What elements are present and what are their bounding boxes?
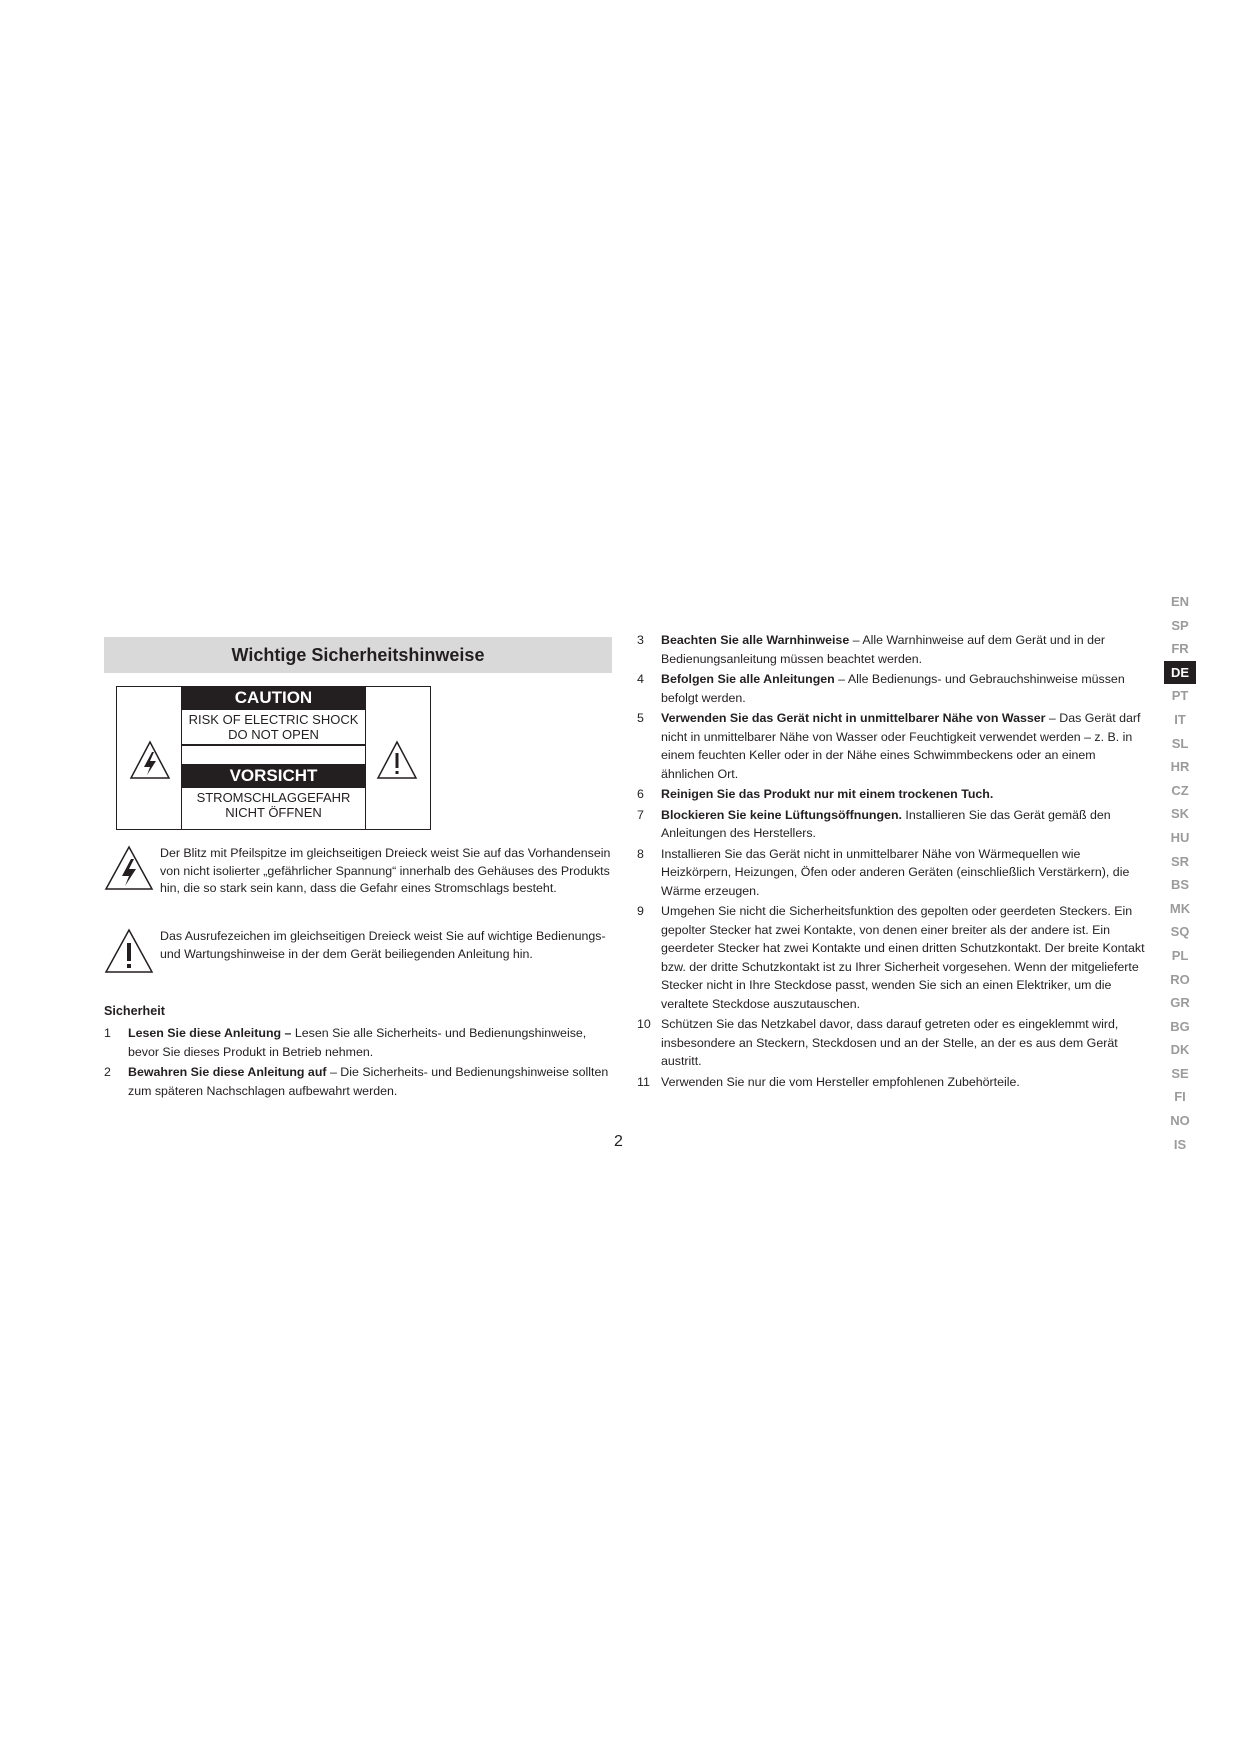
item-number: 9 bbox=[637, 904, 644, 918]
item-number: 8 bbox=[637, 846, 644, 861]
language-tab-fr[interactable]: FR bbox=[1171, 641, 1189, 657]
lightning-warning-icon bbox=[104, 845, 154, 891]
item-number: 11 bbox=[637, 1074, 650, 1089]
vorsicht-heading: VORSICHT bbox=[182, 764, 365, 788]
item-text: Umgehen Sie nicht die Sicherheitsfunktion des gepolten oder geerdeten Steckers. Ein gepolter Stecker hat zwei Kontakte, von denen einer breiter als der andere ist. Ein geerdeter Stecker hat zwei Kontakte und einen dritten Schutzkontakt. Der breite Kontakt bzw. der dritte Schutzkontakt ist zu Ihrer Sicherheit vorgesehen. Wenn der mitgelieferte Stecker nicht in Ihre Steckdose passt, wenden Sie sich an einen Elektriker, um die veraltete Steckdose auszutauschen. bbox=[661, 904, 1145, 1011]
list-item bbox=[637, 670, 1147, 707]
list-item bbox=[637, 1015, 1147, 1071]
item-bold-lead: Blockieren Sie keine Lüftungsöffnungen. bbox=[661, 807, 902, 822]
language-tab-fi[interactable]: FI bbox=[1174, 1089, 1186, 1105]
item-number: 2 bbox=[104, 1065, 111, 1079]
item-text: Lesen Sie alle Sicherheits- und Bedienungshinweise, bevor Sie dieses Produkt in Betrieb nehmen. bbox=[128, 1026, 587, 1059]
language-tab-de[interactable]: DE bbox=[1164, 661, 1196, 685]
item-text: Installieren Sie das Gerät nicht in unmittelbarer Nähe von Wärmequellen wie Heizkörpern, Heizungen, Öfen oder anderen Geräten (einschließlich Verstärkern), die Wärme erzeugen. bbox=[661, 846, 1130, 898]
item-bold-lead: Verwenden Sie das Gerät nicht in unmittelbarer Nähe von Wasser bbox=[661, 711, 1046, 725]
caution-subtext bbox=[182, 710, 365, 744]
caution-line-2: DO NOT OPEN bbox=[228, 727, 319, 742]
item-number: 10 bbox=[637, 1017, 651, 1031]
item-number: 3 bbox=[637, 633, 644, 647]
language-tab-bg[interactable]: BG bbox=[1170, 1018, 1190, 1034]
language-tab-sr[interactable]: SR bbox=[1170, 853, 1190, 869]
item-bold-lead: Lesen Sie diese Anleitung – bbox=[128, 1026, 292, 1040]
list-item bbox=[637, 1073, 1147, 1092]
language-tab-en[interactable]: EN bbox=[1170, 594, 1190, 609]
item-number: 6 bbox=[637, 787, 644, 801]
safety-list-left bbox=[104, 1024, 614, 1102]
list-item bbox=[104, 1024, 614, 1061]
item-text: Schützen Sie das Netzkabel davor, dass darauf getreten oder es eingeklemmt wird, insbesondere an Steckern, Steckdosen und an der Stelle, an der es aus dem Gerät austritt. bbox=[661, 1017, 1119, 1068]
item-bold-lead: Bewahren Sie diese Anleitung auf bbox=[128, 1065, 327, 1079]
caution-line-1: RISK OF ELECTRIC SHOCK bbox=[188, 712, 359, 727]
language-tab-sq[interactable]: SQ bbox=[1170, 924, 1190, 940]
vorsicht-line-2: NICHT ÖFFNEN bbox=[225, 805, 322, 820]
language-tab-hu[interactable]: HU bbox=[1170, 829, 1190, 845]
exclamation-warning-icon bbox=[104, 928, 154, 974]
list-item bbox=[637, 902, 1147, 1013]
item-text: – Alle Bedienungs- und Gebrauchshinweise müssen befolgt werden. bbox=[661, 672, 1125, 705]
caution-heading: CAUTION bbox=[182, 686, 365, 710]
item-number: 4 bbox=[637, 672, 644, 686]
language-tabs bbox=[1164, 590, 1196, 1156]
language-tab-sp[interactable]: SP bbox=[1171, 617, 1189, 633]
caution-divider bbox=[182, 744, 365, 764]
language-tab-bs[interactable]: BS bbox=[1170, 877, 1190, 893]
language-tab-dk[interactable]: DK bbox=[1170, 1042, 1190, 1058]
item-text: – Das Gerät darf nicht in unmittelbarer Nähe von Wasser oder Feuchtigkeit verwendet werden – z. B. in einem feuchten Keller oder in der Nähe eines Schwimmbeckens oder an einem ähnlichen Ort. bbox=[661, 711, 1141, 781]
item-number: 7 bbox=[637, 807, 644, 822]
language-tab-pt[interactable]: PT bbox=[1171, 688, 1189, 704]
item-bold-lead: Reinigen Sie das Produkt nur mit einem trockenen Tuch. bbox=[661, 787, 994, 801]
language-tab-mk[interactable]: MK bbox=[1169, 900, 1191, 916]
list-item bbox=[637, 709, 1147, 783]
language-tab-se[interactable]: SE bbox=[1171, 1065, 1189, 1081]
list-item bbox=[637, 806, 1147, 843]
item-text: Installieren Sie das Gerät gemäß den Anleitungen des Herstellers. bbox=[661, 807, 1111, 840]
item-bold-lead: Befolgen Sie alle Anleitungen bbox=[661, 672, 835, 686]
language-tab-gr[interactable]: GR bbox=[1170, 995, 1190, 1011]
item-number: 1 bbox=[104, 1026, 111, 1040]
language-tab-sk[interactable]: SK bbox=[1170, 806, 1190, 822]
language-tab-is[interactable]: IS bbox=[1173, 1136, 1187, 1152]
language-tab-no[interactable]: NO bbox=[1170, 1113, 1190, 1129]
language-tab-ro[interactable]: RO bbox=[1170, 971, 1190, 987]
list-item bbox=[104, 1063, 614, 1100]
section-title: Wichtige Sicherheitshinweise bbox=[104, 637, 612, 673]
lightning-warning-icon bbox=[129, 740, 171, 780]
item-number: 5 bbox=[637, 711, 644, 725]
item-bold-lead: Beachten Sie alle Warnhinweise bbox=[661, 633, 850, 647]
safety-heading: Sicherheit bbox=[104, 1004, 165, 1018]
language-tab-it[interactable]: IT bbox=[1174, 711, 1186, 727]
vorsicht-subtext bbox=[182, 788, 365, 822]
caution-text-panel bbox=[181, 686, 366, 830]
vorsicht-line-1: STROMSCHLAGGEFAHR bbox=[196, 790, 351, 805]
list-item bbox=[637, 785, 1147, 804]
item-text: Verwenden Sie nur die vom Hersteller empfohlenen Zubehörteile. bbox=[661, 1074, 1020, 1089]
list-item bbox=[637, 845, 1147, 901]
safety-list-right bbox=[637, 631, 1147, 1093]
language-tab-pl[interactable]: PL bbox=[1171, 947, 1189, 963]
language-tab-cz[interactable]: CZ bbox=[1171, 782, 1189, 798]
lightning-note bbox=[104, 845, 614, 898]
page-number: 2 bbox=[614, 1133, 623, 1150]
language-tab-sl[interactable]: SL bbox=[1171, 735, 1189, 751]
lightning-note-text: Der Blitz mit Pfeilspitze im gleichseitigen Dreieck weist Sie auf das Vorhandensein von nicht isolierter „gefährlicher Spannung“ innerhalb des Gehäuses des Produkts hin, die so stark sein kann, dass die Gefahr eines Stromschlags besteht. bbox=[160, 846, 611, 895]
item-text: – Alle Warnhinweise auf dem Gerät und in der Bedienungsanleitung müssen beachtet werden. bbox=[661, 633, 1105, 666]
item-text: – Die Sicherheits- und Bedienungshinweise sollten zum späteren Nachschlagen aufbewahrt werden. bbox=[128, 1065, 609, 1098]
exclamation-note-text: Das Ausrufezeichen im gleichseitigen Dreieck weist Sie auf wichtige Bedienungs- und Wartungshinweise in der dem Gerät beiliegenden Anleitung hin. bbox=[160, 929, 606, 961]
list-item bbox=[637, 631, 1147, 668]
exclamation-warning-icon bbox=[376, 740, 418, 780]
exclamation-note bbox=[104, 928, 614, 963]
caution-label bbox=[116, 686, 431, 830]
language-tab-hr[interactable]: HR bbox=[1170, 759, 1190, 775]
